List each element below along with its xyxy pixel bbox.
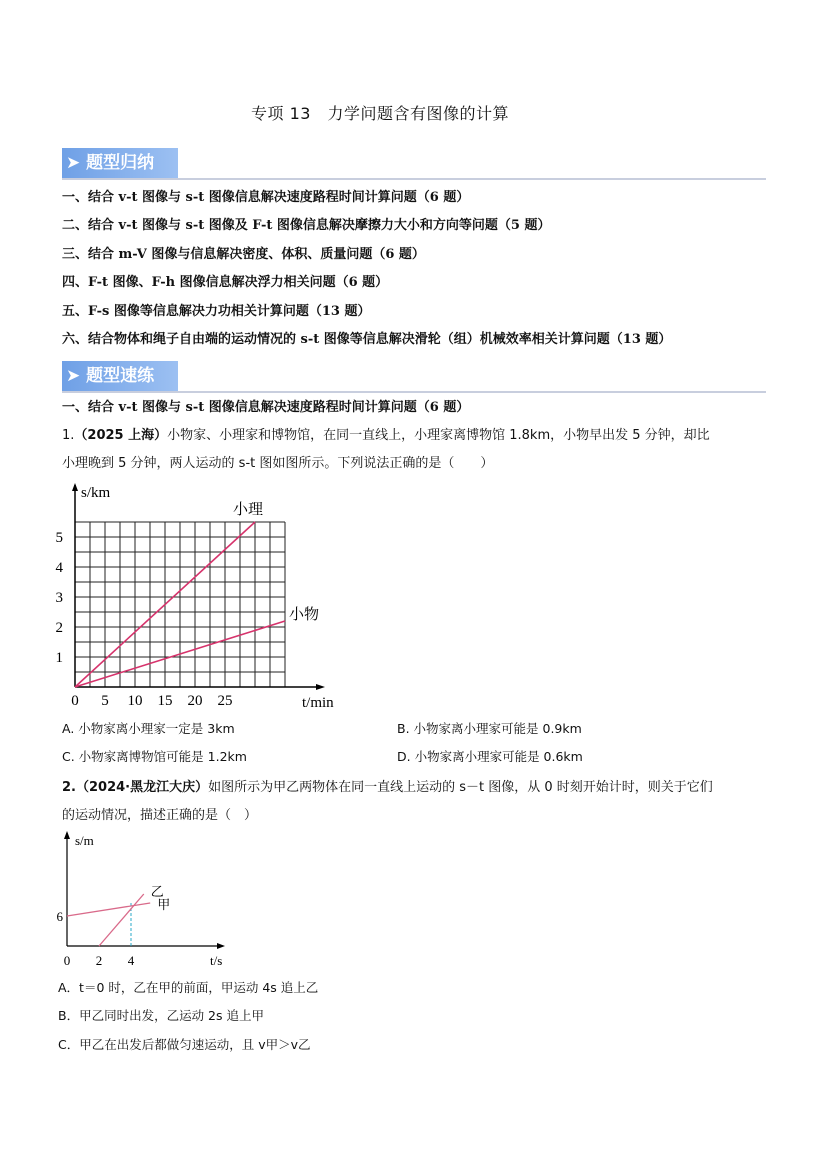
chart-st-m (50, 825, 250, 970)
page-title: 专项 13 力学问题含有图像的计算 (251, 104, 509, 123)
x-tick-label: 0 (63, 953, 71, 968)
category-4: 四、F-t 图像、F-h 图像信息解决浮力相关问题（6 题） (62, 275, 389, 290)
option-d[interactable]: D. 小物家离小理家可能是 0.6km (397, 749, 583, 764)
y-axis-arrow-icon (64, 831, 70, 839)
section-banner-practice: ➤ 题型速练 (62, 361, 178, 391)
question-number: 2. (62, 780, 76, 795)
series-label: 甲 (157, 897, 171, 912)
question-1-line-1 (62, 424, 710, 443)
question-text: 小物家、小理家和博物馆，在同一直线上，小理家离博物馆 1.8km，小物早出发 5 分钟，却比 (167, 428, 710, 443)
divider (62, 391, 766, 393)
series-line-0 (67, 903, 150, 916)
series-label: 小理 (233, 502, 264, 518)
x-tick-label: 25 (217, 693, 233, 709)
section-banner-summary: ➤ 题型归纳 (62, 148, 178, 178)
x-tick-label: 15 (157, 693, 173, 709)
question-1-line-2: 小理晚到 5 分钟，两人运动的 s-t 图如图所示。下列说法正确的是（ ） (62, 456, 494, 471)
y-axis-label: s/km (81, 485, 111, 501)
chart-st-km (50, 475, 350, 715)
category-2: 二、结合 v-t 图像与 s-t 图像及 F-t 图像信息解决摩擦力大小和方向等问题（5 题） (62, 218, 551, 233)
option-c[interactable]: C．甲乙在出发后都做匀速运动，且 v甲＞v乙 (58, 1037, 311, 1052)
x-tick-label: 2 (95, 953, 103, 968)
option-b[interactable]: B. 小物家离小理家可能是 0.9km (397, 721, 582, 736)
y-tick-label: 4 (55, 560, 63, 576)
question-source: （2024·黑龙江大庆） (75, 780, 209, 795)
category-1: 一、结合 v-t 图像与 s-t 图像信息解决速度路程时间计算问题（6 题） (62, 190, 470, 205)
divider (62, 178, 766, 180)
x-tick-label: 0 (71, 693, 79, 709)
x-axis-arrow-icon (217, 943, 225, 949)
y-tick-label: 2 (55, 620, 63, 636)
y-tick-label: 1 (55, 650, 63, 666)
x-axis-label: t/min (302, 695, 334, 711)
category-6: 六、结合物体和绳子自由端的运动情况的 s-t 图像等信息解决滑轮（组）机械效率相关计算问题（13 题） (62, 332, 672, 347)
option-c[interactable]: C. 小物家离博物馆可能是 1.2km (62, 749, 247, 764)
x-tick-label: 5 (101, 693, 109, 709)
y-tick-label: 3 (55, 590, 63, 606)
y-tick-label: 6 (56, 909, 63, 924)
x-tick-label: 20 (187, 693, 203, 709)
x-tick-label: 10 (127, 693, 143, 709)
x-axis-arrow-icon (316, 684, 325, 690)
question-2-line-1 (62, 776, 713, 795)
section-heading: 一、结合 v-t 图像与 s-t 图像信息解决速度路程时间计算问题（6 题） (62, 400, 470, 415)
option-a[interactable]: A. 小物家离小理家一定是 3km (62, 721, 235, 736)
y-axis-label: s/m (75, 833, 94, 848)
series-label: 小物 (289, 607, 320, 623)
question-number: 1. (62, 428, 75, 443)
x-axis-label: t/s (210, 953, 223, 968)
question-source: （2025 上海） (74, 428, 168, 443)
option-b[interactable]: B．甲乙同时出发，乙运动 2s 追上甲 (58, 1008, 264, 1023)
x-tick-label: 4 (127, 953, 135, 968)
y-tick-label: 5 (55, 530, 63, 546)
category-3: 三、结合 m-V 图像与信息解决密度、体积、质量问题（6 题） (62, 247, 425, 262)
question-2-line-2: 的运动情况，描述正确的是（ ） (62, 808, 258, 823)
series-label: 乙 (150, 884, 164, 899)
category-5: 五、F-s 图像等信息解决力功相关计算问题（13 题） (62, 304, 371, 319)
series-line-1 (99, 894, 144, 946)
y-axis-arrow-icon (72, 483, 78, 491)
question-text: 如图所示为甲乙两物体在同一直线上运动的 s－t 图像，从 0 时刻开始计时，则关于它们 (208, 780, 713, 795)
option-a[interactable]: A．t＝0 时，乙在甲的前面，甲运动 4s 追上乙 (58, 980, 319, 995)
